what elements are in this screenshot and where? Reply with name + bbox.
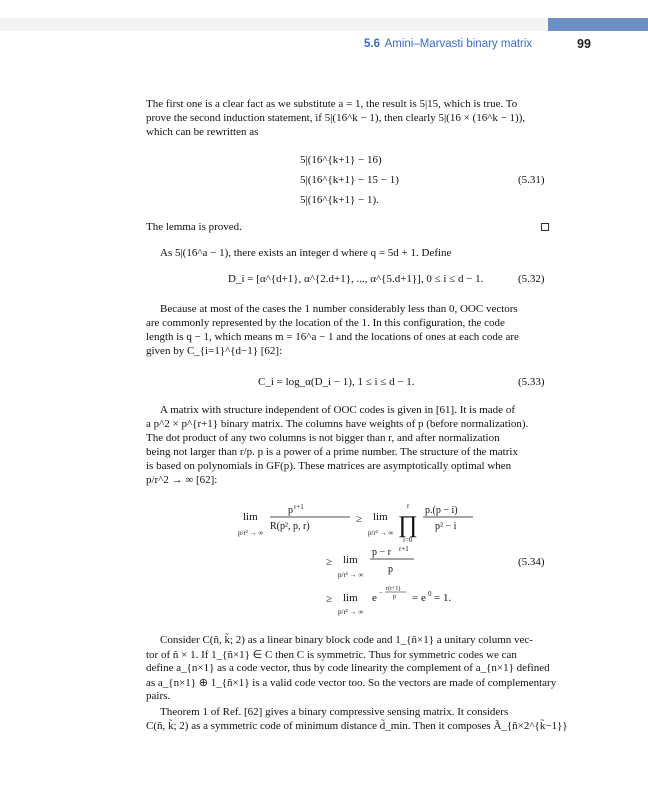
equation-5-34 xyxy=(230,498,490,618)
svg-text:p/r² → ∞: p/r² → ∞ xyxy=(338,571,364,579)
equation-5-31-line: 5|(16^{k+1} − 16) xyxy=(300,154,382,166)
svg-text:lim: lim xyxy=(373,511,388,523)
svg-text:p − r: p − r xyxy=(372,547,391,558)
equation-number: (5.32) xyxy=(518,273,545,285)
svg-text:= e: = e xyxy=(412,592,426,604)
text-line: pairs. xyxy=(146,690,171,702)
svg-text:R(p², p, r): R(p², p, r) xyxy=(270,521,310,532)
svg-text:≥: ≥ xyxy=(326,556,333,568)
header-accent-band xyxy=(548,18,648,31)
svg-text:e: e xyxy=(372,592,377,604)
equation-5-33: C_i = log_α(D_i − 1), 1 ≤ i ≤ d − 1. xyxy=(258,376,415,388)
equation-number: (5.34) xyxy=(518,556,545,568)
svg-text:lim: lim xyxy=(343,592,358,604)
text-line: The dot product of any two columns is not bigger than r, and after normalization xyxy=(146,432,500,444)
svg-text:0: 0 xyxy=(428,590,432,598)
svg-text:≥: ≥ xyxy=(356,513,363,525)
svg-text:−: − xyxy=(379,589,383,597)
running-title xyxy=(364,38,532,50)
text-line: being not larger than r/p. p is a power of a prime number. The structure of the matrix xyxy=(146,446,518,458)
svg-text:p: p xyxy=(393,594,396,600)
text-line: C(ñ, k̃; 2) as a symmetric code of minimum distance d̃_min. Then it composes Ã_{ñ×2^{k̃−1}} xyxy=(146,720,568,732)
text-line: Theorem 1 of Ref. [62] gives a binary compressive sensing matrix. It considers xyxy=(160,706,509,718)
equation-number: (5.33) xyxy=(518,376,545,388)
svg-text:≥: ≥ xyxy=(326,593,333,605)
section-title: Amini–Marvasti binary matrix xyxy=(384,38,533,50)
svg-text:∏: ∏ xyxy=(398,512,418,538)
section-number: 5.6 xyxy=(364,38,380,50)
equation-5-32: D_i = [α^{d+1}, α^{2.d+1}, ..., α^{5.d+1}], 0 ≤ i ≤ d − 1. xyxy=(228,273,484,285)
svg-text:r: r xyxy=(407,502,410,510)
svg-text:i=0: i=0 xyxy=(403,536,413,544)
page-number: 99 xyxy=(577,37,591,51)
svg-text:p/r² → ∞: p/r² → ∞ xyxy=(338,608,364,616)
svg-text:p: p xyxy=(288,505,293,516)
svg-text:= 1.: = 1. xyxy=(434,592,452,604)
text-line: define a_{n×1} as a code vector, thus by code linearity the complement of a_{n×1} defined xyxy=(146,662,550,674)
text-line: Because at most of the cases the 1 number considerably less than 0, OOC vectors xyxy=(160,303,518,315)
text-line: A matrix with structure independent of OOC codes is given in [61]. It is made of xyxy=(160,404,515,416)
svg-text:p: p xyxy=(388,564,393,575)
svg-text:r+1: r+1 xyxy=(399,545,409,553)
equation-number: (5.31) xyxy=(518,174,545,186)
text-line: a p^2 × p^{r+1} binary matrix. The columns have weights of p (before normalization). xyxy=(146,418,529,430)
svg-text:p/r² → ∞: p/r² → ∞ xyxy=(238,529,264,537)
svg-text:r(r+1): r(r+1) xyxy=(386,586,401,592)
equation-5-31-line: 5|(16^{k+1} − 1). xyxy=(300,194,379,206)
qed-box-icon xyxy=(541,223,549,231)
text-line: which can be rewritten as xyxy=(146,126,259,138)
text-line: p/r^2 → ∞ [62]: xyxy=(146,474,218,486)
header-band xyxy=(0,18,548,31)
text-line: length is q − 1, which means m = 16^a − 1 and the locations of ones at each code are xyxy=(146,331,519,343)
svg-text:lim: lim xyxy=(343,554,358,566)
equation-5-31-line: 5|(16^{k+1} − 15 − 1) xyxy=(300,174,399,186)
text-line: Consider C(ñ, k̃; 2) as a linear binary block code and 1_{ñ×1} a unitary column vec- xyxy=(160,634,533,646)
svg-text:r+1: r+1 xyxy=(294,503,304,511)
lim-operator: lim xyxy=(243,511,258,523)
text-line: The first one is a clear fact as we substitute a = 1, the result is 5|15, which is true. To xyxy=(146,98,518,110)
svg-text:p/r² → ∞: p/r² → ∞ xyxy=(368,529,394,537)
text-line: prove the second induction statement, if 5|(16^k − 1), then clearly 5|(16 × (16^k − 1)), xyxy=(146,112,526,124)
text-line: are commonly represented by the location of the 1. In this configuration, the code xyxy=(146,317,505,329)
text-line: tor of ñ × 1. If 1_{ñ×1} ∈ C then C is symmetric. Thus for symmetric codes we can xyxy=(146,649,517,661)
svg-text:p.(p − i): p.(p − i) xyxy=(425,505,458,516)
svg-text:p² − i: p² − i xyxy=(435,521,457,532)
lemma-conclusion: The lemma is proved. xyxy=(146,221,242,233)
text-line: As 5|(16^a − 1), there exists an integer d where q = 5d + 1. Define xyxy=(160,247,452,259)
text-line: as a_{n×1} ⊕ 1_{ñ×1} is a valid code vector too. So the vectors are made of complementary xyxy=(146,677,557,689)
text-line: is based on polynomials in GF(p). These matrices are asymptotically optimal when xyxy=(146,460,512,472)
text-line: given by C_{i=1}^{d−1} [62]: xyxy=(146,345,283,357)
